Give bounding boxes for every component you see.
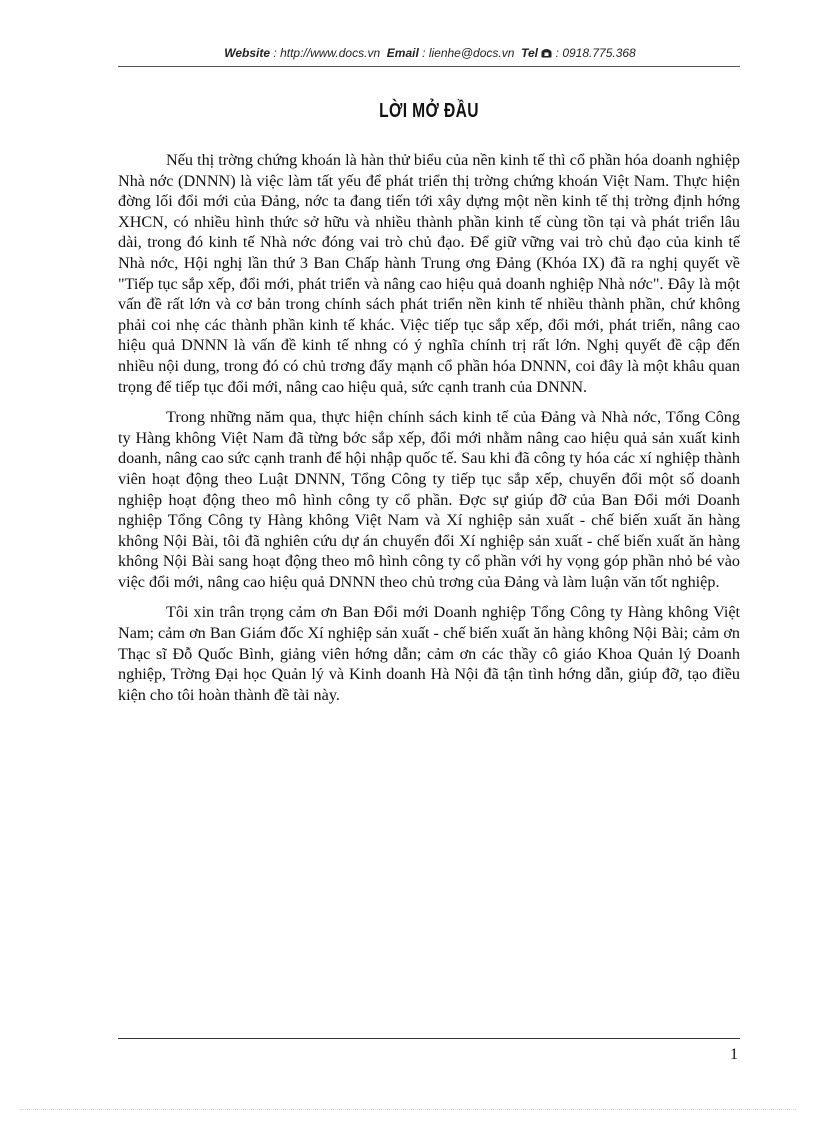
page-title: LỜI MỞ ĐẦU [379,100,479,122]
email-label: Email [386,46,419,60]
page-number: 1 [730,1046,738,1063]
document-body [118,150,740,715]
page-header [120,46,740,60]
tel-value: : 0918.775.368 [555,46,636,60]
page-bottom-border [20,1109,796,1110]
paragraph-2: Trong những năm qua, thực hiện chính sách kinh tế của Đảng và Nhà nớc, Tổng Công ty Hàng không Việt Nam đã từng bớc sắp xếp, đổi mới nhằm nâng cao hiệu quả sản xuất kinh doanh, nâng cao sức cạnh tranh để hội nhập quốc tế. Sau khi đã công ty hóa các xí nghiệp thành viên hoạt động theo Luật DNNN, Tổng Công ty tiếp tục sắp xếp, chuyển đổi một số doanh nghiệp hoạt động theo mô hình công ty cổ phần. Đợc sự giúp đỡ của Ban Đổi mới Doanh nghiệp Tổng Công ty Hàng không Việt Nam và Xí nghiệp sản xuất - chế biến xuất ăn hàng không Nội Bài, tôi đã nghiên cứu dự án chuyển đổi Xí nghiệp sản xuất - chế biến xuất ăn hàng không Nội Bài sang hoạt động theo mô hình công ty cổ phần với hy vọng góp phần nhỏ bé vào việc đổi mới, nâng cao hiệu quả DNNN theo chủ trơng của Đảng và làm luận văn tốt nghiệp. [118,408,740,591]
paragraph-3: Tôi xin trân trọng cảm ơn Ban Đổi mới Doanh nghiệp Tổng Công ty Hàng không Việt Nam; cảm ơn Ban Giám đốc Xí nghiệp sản xuất - chế biến xuất ăn hàng không Nội Bài; cảm ơn Thạc sĩ Đỗ Quốc Bình, giảng viên hớng dẫn; cảm ơn các thầy cô giáo Khoa Quản lý Doanh nghiệp, Trờng Đại học Quản lý và Kinh doanh Hà Nội đã tận tình hớng dẫn, giúp đỡ, tạo điều kiện cho tôi hoàn thành đề tài này. [118,603,740,704]
footer-divider [118,1038,740,1039]
phone-icon [541,46,552,60]
header-divider [118,66,740,67]
email-value: : lienhe@docs.vn [422,46,515,60]
website-label: Website [224,46,271,60]
website-value: : http://www.docs.vn [273,46,381,60]
paragraph-1: Nếu thị trờng chứng khoán là hàn thử biểu của nền kinh tế thì cổ phần hóa doanh nghiệp Nhà nớc (DNNN) là việc làm tất yếu để phát triển thị trờng chứng khoán Việt Nam. Thực hiện đờng lối đổi mới của Đảng, nớc ta đang tiến tới xây dựng một nền kinh tế thị trờng định hớng XHCN, có nhiều hình thức sở hữu và nhiều thành phần kinh tế cùng tồn tại và phát triển lâu dài, trong đó kinh tế Nhà nớc đóng vai trò chủ đạo. Để giữ vững vai trò chủ đạo của kinh tế Nhà nớc, Hội nghị lần thứ 3 Ban Chấp hành Trung ơng Đảng (Khóa IX) đã ra nghị quyết về "Tiếp tục sắp xếp, đổi mới, phát triển và nâng cao hiệu quả doanh nghiệp Nhà nớc". Đây là một vấn đề rất lớn và cơ bản trong chính sách phát triển nền kinh tế nhiều thành phần, chứ không phải coi nhẹ các thành phần kinh tế khác. Việc tiếp tục sắp xếp, đổi mới, phát triển, nâng cao hiệu quả DNNN là vấn đề kinh tế nhng có ý nghĩa chính trị rất lớn. Nghị quyết đề cập đến nhiều nội dung, trong đó có chủ trơng đẩy mạnh cổ phần hóa DNNN, coi đây là một khâu quan trọng để tiếp tục đổi mới, nâng cao hiệu quả, sức cạnh tranh của DNNN. [118,151,740,396]
tel-label: Tel [521,46,538,60]
